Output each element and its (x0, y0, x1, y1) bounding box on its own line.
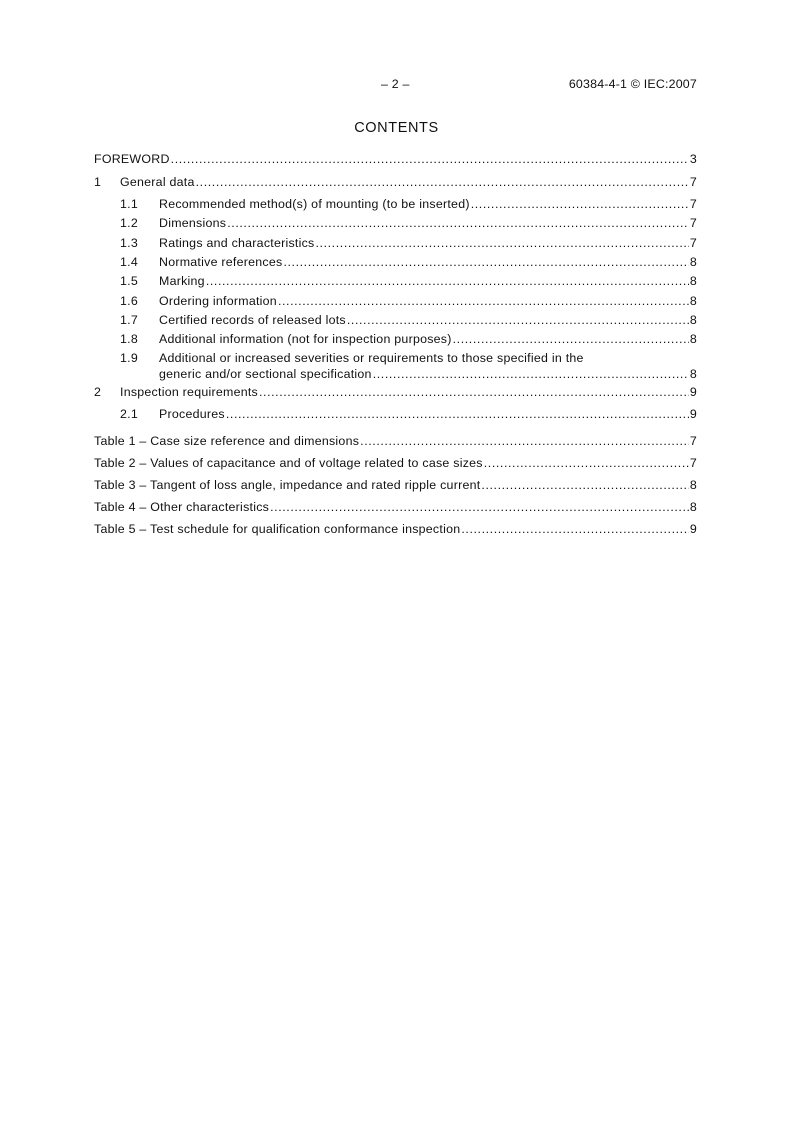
dot-leader (259, 384, 689, 400)
table-entry-2[interactable] (94, 455, 697, 471)
toc-entry-1-3[interactable] (94, 235, 697, 251)
toc-label: Additional information (not for inspection purposes) (159, 332, 452, 346)
table-entry-1[interactable] (94, 433, 697, 449)
toc-label: FOREWORD (94, 152, 170, 166)
toc-number: 1.2 (120, 216, 138, 230)
toc-entry-1-9[interactable] (94, 350, 697, 382)
table-entry-4[interactable] (94, 499, 697, 515)
toc-entry-2-1[interactable] (94, 406, 697, 422)
toc-page: 9 (689, 407, 697, 421)
toc-page: 3 (689, 152, 697, 166)
table-page: 7 (689, 456, 697, 470)
table-page: 8 (689, 500, 697, 514)
dot-leader (461, 521, 688, 537)
toc-label: Dimensions (159, 216, 227, 230)
dot-leader (283, 254, 688, 270)
toc-number: 1.5 (120, 274, 138, 288)
dot-leader (453, 331, 689, 347)
dot-leader (278, 293, 689, 309)
dot-leader (171, 151, 689, 167)
toc-entry-1-1[interactable] (94, 196, 697, 212)
toc-entry-1-7[interactable] (94, 312, 697, 328)
toc-number: 2.1 (120, 407, 138, 421)
toc-label: Ratings and characteristics (159, 236, 315, 250)
toc-number: 1.9 (120, 351, 138, 365)
toc-page: 7 (689, 197, 697, 211)
toc-label-line-1: Additional or increased severities or requirements to those specified in the (159, 351, 584, 365)
table-page: 9 (689, 522, 697, 536)
toc-number: 1.1 (120, 197, 138, 211)
table-label: Table 3 – Tangent of loss angle, impedance and rated ripple current (94, 478, 481, 492)
table-page: 7 (689, 434, 697, 448)
toc-page: 8 (689, 332, 697, 346)
toc-entry-section-2[interactable] (94, 384, 697, 400)
dot-leader (206, 273, 689, 289)
toc-label: General data (120, 175, 195, 189)
dot-leader (316, 235, 689, 251)
page-number: – 2 – (381, 77, 410, 91)
toc-label: Certified records of released lots (159, 313, 346, 327)
dot-leader (196, 174, 689, 190)
table-entry-3[interactable] (94, 477, 697, 493)
toc-label-line-2: generic and/or sectional specification (159, 367, 372, 381)
toc-page: 9 (689, 385, 697, 399)
table-label: Table 5 – Test schedule for qualification conformance inspection (94, 522, 461, 536)
toc-entry-foreword[interactable] (94, 151, 697, 167)
toc-label: Normative references (159, 255, 283, 269)
toc-label: Inspection requirements (120, 385, 258, 399)
dot-leader (484, 455, 689, 471)
toc-page: 8 (689, 294, 697, 308)
document-reference: 60384-4-1 © IEC:2007 (568, 77, 697, 91)
contents-title: CONTENTS (354, 120, 439, 136)
toc-entry-1-8[interactable] (94, 331, 697, 347)
table-page: 8 (689, 478, 697, 492)
toc-page: 7 (689, 175, 697, 189)
toc-page: 7 (689, 236, 697, 250)
toc-number: 1.8 (120, 332, 138, 346)
dot-leader (471, 196, 689, 212)
toc-entry-1-2[interactable] (94, 215, 697, 231)
toc-entry-section-1[interactable] (94, 174, 697, 190)
toc-label: Recommended method(s) of mounting (to be inserted) (159, 197, 470, 211)
toc-page: 8 (689, 274, 697, 288)
toc-label: Procedures (159, 407, 225, 421)
table-label: Table 1 – Case size reference and dimensions (94, 434, 360, 448)
toc-page: 8 (689, 255, 697, 269)
toc-page: 8 (689, 313, 697, 327)
dot-leader (226, 406, 689, 422)
toc-number: 1.6 (120, 294, 138, 308)
toc-entry-1-6[interactable] (94, 293, 697, 309)
dot-leader (347, 312, 689, 328)
toc-number: 1 (94, 175, 102, 189)
toc-page: 8 (689, 367, 697, 381)
dot-leader (227, 215, 689, 231)
dot-leader (270, 499, 689, 515)
toc-label: Marking (159, 274, 205, 288)
table-label: Table 2 – Values of capacitance and of voltage related to case sizes (94, 456, 483, 470)
dot-leader (360, 433, 689, 449)
toc-label: Ordering information (159, 294, 277, 308)
toc-number: 1.4 (120, 255, 138, 269)
dot-leader (373, 366, 689, 382)
toc-entry-1-5[interactable] (94, 273, 697, 289)
toc-number: 1.7 (120, 313, 138, 327)
dot-leader (481, 477, 688, 493)
toc-page: 7 (689, 216, 697, 230)
table-entry-5[interactable] (94, 521, 697, 537)
toc-number: 2 (94, 385, 102, 399)
toc-entry-1-4[interactable] (94, 254, 697, 270)
table-label: Table 4 – Other characteristics (94, 500, 270, 514)
toc-number: 1.3 (120, 236, 138, 250)
